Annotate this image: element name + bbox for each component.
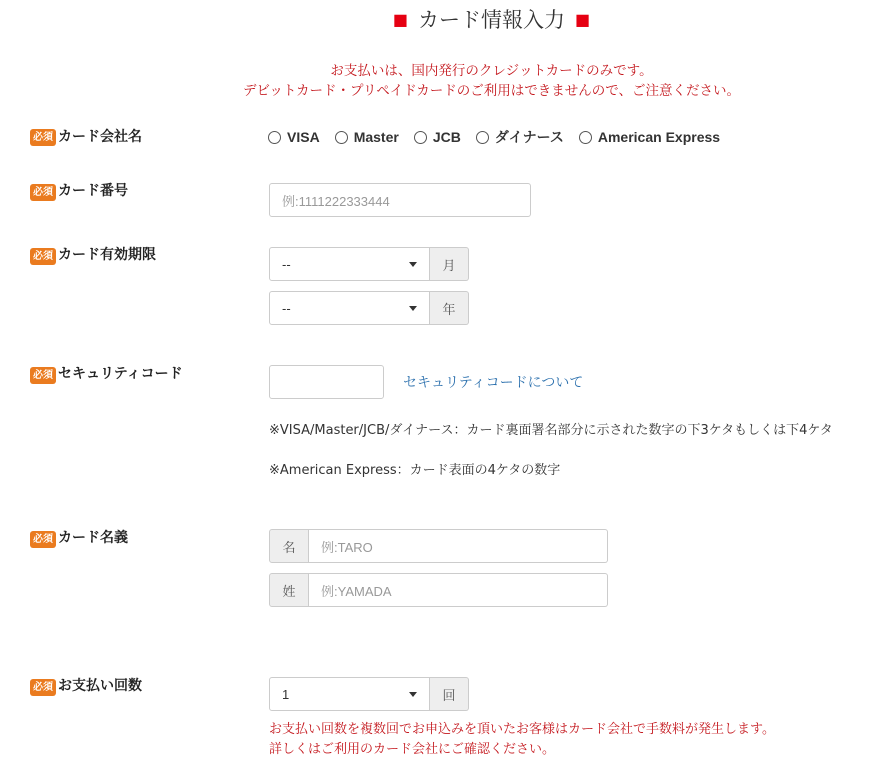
expiry-year-select[interactable]: -- [269,291,430,325]
chevron-down-icon [409,306,417,311]
chevron-down-icon [409,262,417,267]
expiry-month-unit: 月 [430,247,469,281]
required-badge: 必須 [30,679,56,696]
required-badge: 必須 [30,184,56,201]
installments-unit: 回 [430,677,469,711]
first-name-input[interactable]: 例:TARO [309,529,608,563]
radio-circle-icon[interactable] [335,131,348,144]
security-code-note-2: ※American Express：カード表面の4ケタの数字 [269,463,561,478]
required-badge: 必須 [30,531,56,548]
chevron-down-icon [409,692,417,697]
page-title [0,4,895,34]
radio-american-express[interactable]: American Express [579,129,720,145]
expiry-month-select[interactable]: -- [269,247,430,281]
installments-note-2: 詳しくはご利用のカード会社にご確認ください。 [269,742,556,757]
required-badge: 必須 [30,367,56,384]
installments-label: お支払い回数 [58,678,142,694]
radio-visa[interactable]: VISA [268,129,320,145]
card-company-radio-group [268,127,735,147]
required-badge: 必須 [30,129,56,146]
card-number-input[interactable]: 例:1111222333444 [269,183,531,217]
card-number-label: カード番号 [58,183,128,199]
installments-select[interactable]: 1 [269,677,430,711]
radio-master[interactable]: Master [335,129,399,145]
installments-note-1: お支払い回数を複数回でお申込みを頂いたお客様はカード会社で手数料が発生します。 [269,722,775,737]
radio-jcb[interactable]: JCB [414,129,461,145]
security-code-help-link[interactable]: セキュリティコードについて [403,375,584,391]
last-name-input[interactable]: 例:YAMADA [309,573,608,607]
card-holder-label: カード名義 [58,530,128,546]
radio-circle-icon[interactable] [579,131,592,144]
red-square-icon: ■ [575,10,591,29]
last-name-prefix: 姓 [269,573,309,607]
security-code-label: セキュリティコード [58,366,183,382]
expiry-year-unit: 年 [430,291,469,325]
card-company-label: カード会社名 [58,129,142,145]
first-name-prefix: 名 [269,529,309,563]
red-square-icon: ■ [392,10,408,29]
page-title-text: カード情報入力 [418,8,565,32]
security-code-note-1: ※VISA/Master/JCB/ダイナース：カード裏面署名部分に示された数字の下3ケタもしくは下4ケタ [269,423,833,438]
radio-circle-icon[interactable] [414,131,427,144]
security-code-input[interactable] [269,365,384,399]
radio-circle-icon[interactable] [268,131,281,144]
required-badge: 必須 [30,248,56,265]
expiry-label: カード有効期限 [58,247,156,263]
notice-line-1: お支払いは、国内発行のクレジットカードのみです。 [330,63,653,79]
radio-diners[interactable]: ダイナース [476,127,564,147]
notice-line-2: デビットカード・プリペイドカードのご利用はできませんので、ご注意ください。 [242,83,741,99]
radio-circle-icon[interactable] [476,131,489,144]
